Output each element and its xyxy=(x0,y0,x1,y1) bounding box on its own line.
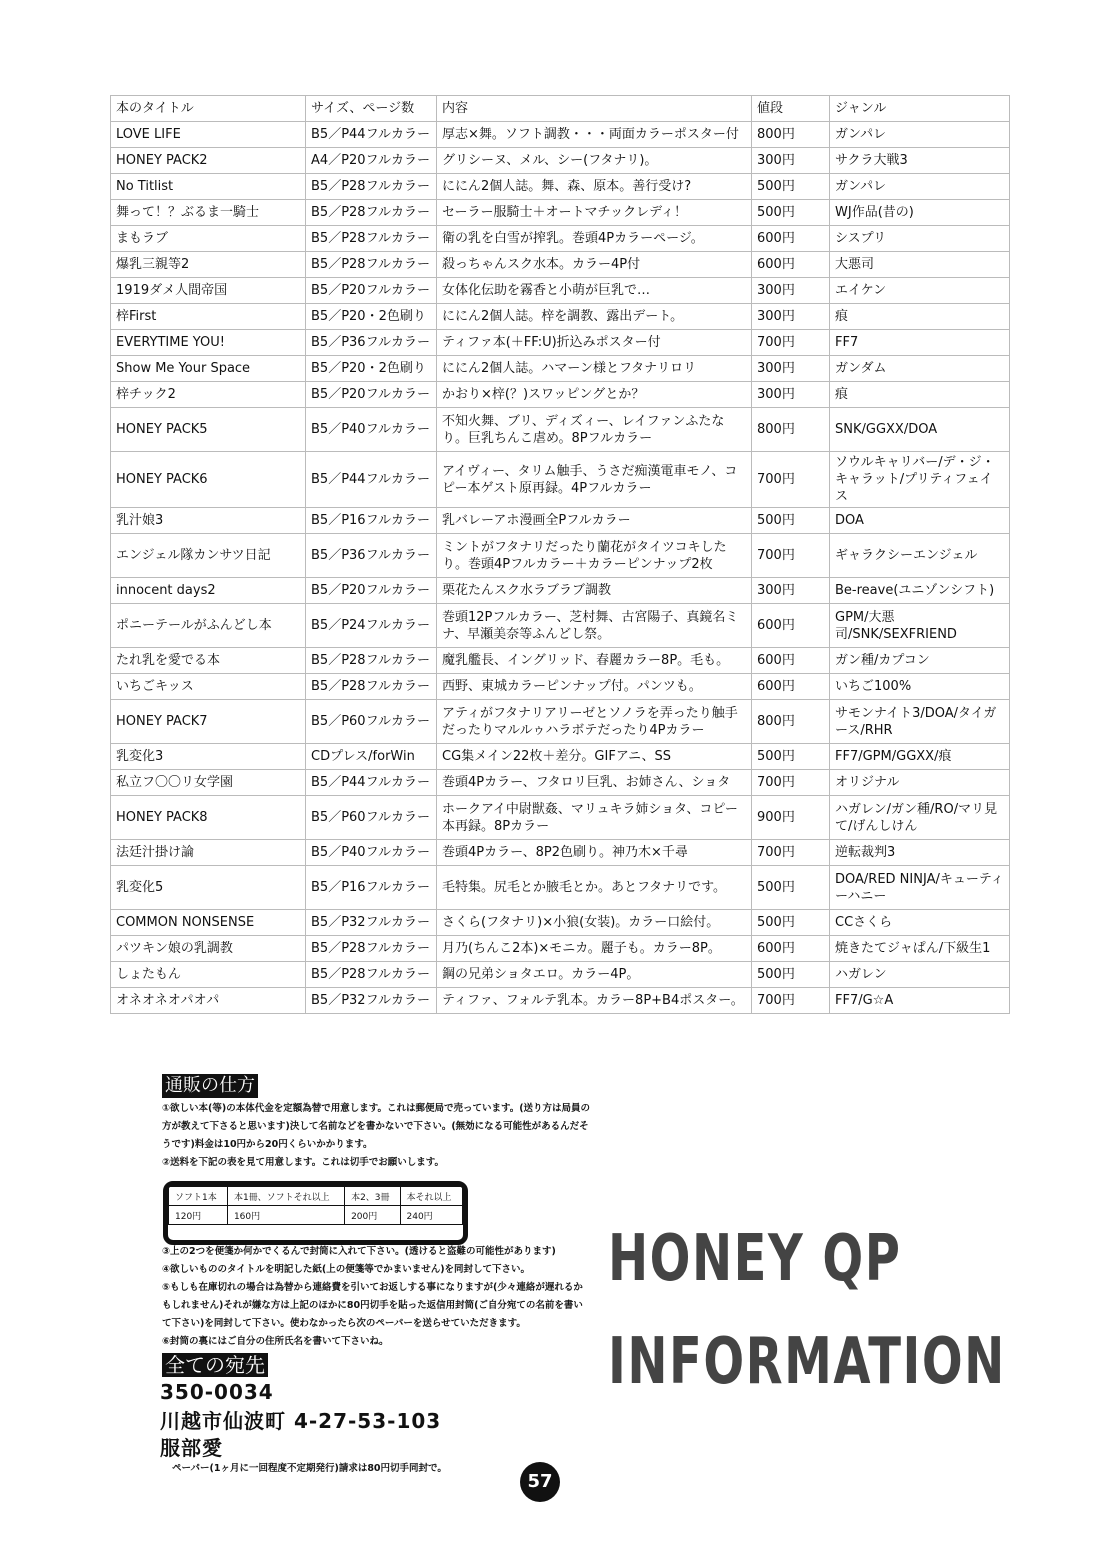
size-cell: B5／P36フルカラー xyxy=(306,330,437,356)
shipping-header: 本2、3冊 xyxy=(345,1187,400,1206)
table-row xyxy=(111,988,1010,1014)
price-cell: 600円 xyxy=(752,604,830,648)
column-header: 本のタイトル xyxy=(111,96,306,122)
price-cell: 600円 xyxy=(752,936,830,962)
order-steps-a xyxy=(162,1100,592,1172)
price-cell: 700円 xyxy=(752,840,830,866)
table-row xyxy=(111,604,1010,648)
table-row xyxy=(111,648,1010,674)
title-cell: HONEY PACK8 xyxy=(111,796,306,840)
catalog-table xyxy=(110,95,1010,1014)
size-cell: B5／P60フルカラー xyxy=(306,796,437,840)
title-cell: 1919ダメ人間帝国 xyxy=(111,278,306,304)
size-cell: B5／P28フルカラー xyxy=(306,174,437,200)
order-step: ④欲しいもののタイトルを明記した紙(上の便箋等でかまいません)を同封して下さい。 xyxy=(162,1264,531,1275)
size-cell: B5／P28フルカラー xyxy=(306,226,437,252)
price-cell: 300円 xyxy=(752,382,830,408)
price-cell: 700円 xyxy=(752,770,830,796)
content-cell: 殺っちゃんスク水本。カラー4P付 xyxy=(437,252,752,278)
content-cell: セーラー服騎士＋オートマチックレディ！ xyxy=(437,200,752,226)
genre-cell: SNK/GGXX/DOA xyxy=(830,408,1010,452)
size-cell: B5／P20フルカラー xyxy=(306,278,437,304)
order-step: ①欲しい本(等)の本体代金を定額為替で用意します。これは郵便局で売っています。(送り方は局員の方が教えて下さると思います)決して名前などを書かないで下さい。(無効になる可能性があるんだそうです)料金は10円から20円くらいかかります。 xyxy=(162,1103,591,1150)
content-cell: 巻頭4Pカラー、8P2色刷り。神乃木×千尋 xyxy=(437,840,752,866)
table-row xyxy=(111,226,1010,252)
table-row xyxy=(111,148,1010,174)
content-cell: アティがフタナリアリーゼとソノラを弄ったり触手だったりマルルゥハラボテだったり4Pカラー xyxy=(437,700,752,744)
genre-cell: ガン種/カプコン xyxy=(830,648,1010,674)
shipping-price: 120円 xyxy=(169,1206,228,1225)
content-cell: 西野、東城カラーピンナップ付。パンツも。 xyxy=(437,674,752,700)
content-cell: 月乃(ちんこ2本)×モニカ。麗子も。カラー8P。 xyxy=(437,936,752,962)
table-row xyxy=(111,910,1010,936)
title-line-1: HONEY QP xyxy=(608,1222,902,1296)
size-cell: B5／P28フルカラー xyxy=(306,200,437,226)
title-cell: 乳汁娘3 xyxy=(111,508,306,534)
genre-cell: 痕 xyxy=(830,382,1010,408)
content-cell: 鋼の兄弟ショタエロ。カラー4P。 xyxy=(437,962,752,988)
genre-cell: FF7 xyxy=(830,330,1010,356)
price-cell: 700円 xyxy=(752,452,830,508)
title-cell: 私立フ〇〇リ女学園 xyxy=(111,770,306,796)
price-cell: 300円 xyxy=(752,278,830,304)
price-cell: 800円 xyxy=(752,408,830,452)
content-cell: 魔乳艦長、イングリッド、春麗カラー8P。毛も。 xyxy=(437,648,752,674)
content-cell: ティファ本(＋FF:U)折込みポスター付 xyxy=(437,330,752,356)
size-cell: B5／P20フルカラー xyxy=(306,578,437,604)
price-cell: 300円 xyxy=(752,356,830,382)
size-cell: B5／P28フルカラー xyxy=(306,674,437,700)
title-cell: 乳変化3 xyxy=(111,744,306,770)
content-cell: さくら(フタナリ)×小狼(女装)。カラー口絵付。 xyxy=(437,910,752,936)
address-heading: 全ての宛先 xyxy=(162,1353,268,1377)
table-row xyxy=(111,330,1010,356)
genre-cell: オリジナル xyxy=(830,770,1010,796)
price-cell: 600円 xyxy=(752,648,830,674)
size-cell: CDプレス/forWin xyxy=(306,744,437,770)
genre-cell: ガンダム xyxy=(830,356,1010,382)
shipping-price: 240円 xyxy=(400,1206,463,1225)
table-row xyxy=(111,122,1010,148)
price-cell: 800円 xyxy=(752,700,830,744)
title-cell: HONEY PACK7 xyxy=(111,700,306,744)
price-cell: 500円 xyxy=(752,910,830,936)
table-row xyxy=(111,382,1010,408)
genre-cell: DOA xyxy=(830,508,1010,534)
title-cell: 梓First xyxy=(111,304,306,330)
title-cell: オネオネオパオパ xyxy=(111,988,306,1014)
title-cell: Show Me Your Space xyxy=(111,356,306,382)
title-cell: たれ乳を愛でる本 xyxy=(111,648,306,674)
price-cell: 500円 xyxy=(752,508,830,534)
shipping-table xyxy=(163,1181,468,1245)
title-cell: HONEY PACK6 xyxy=(111,452,306,508)
genre-cell: WJ作品(昔の) xyxy=(830,200,1010,226)
title-cell: HONEY PACK2 xyxy=(111,148,306,174)
size-cell: B5／P44フルカラー xyxy=(306,770,437,796)
table-row xyxy=(111,770,1010,796)
size-cell: B5／P36フルカラー xyxy=(306,534,437,578)
genre-cell: 焼きたてジャぱん/下級生1 xyxy=(830,936,1010,962)
column-header: ジャンル xyxy=(830,96,1010,122)
content-cell: 厚志×舞。ソフト調教・・・両面カラーポスター付 xyxy=(437,122,752,148)
title-cell: 舞って！？ぶるま一騎士 xyxy=(111,200,306,226)
size-cell: B5／P32フルカラー xyxy=(306,910,437,936)
genre-cell: FF7/GPM/GGXX/痕 xyxy=(830,744,1010,770)
size-cell: B5／P28フルカラー xyxy=(306,936,437,962)
column-header: サイズ、ページ数 xyxy=(306,96,437,122)
table-row xyxy=(111,796,1010,840)
page-number: 57 xyxy=(520,1462,560,1502)
table-row xyxy=(111,578,1010,604)
content-cell: 巻頭12Pフルカラー、芝村舞、古宮陽子、真鏡名ミナ、早瀬美奈等ふんどし祭。 xyxy=(437,604,752,648)
genre-cell: ガンパレ xyxy=(830,122,1010,148)
price-cell: 700円 xyxy=(752,534,830,578)
price-cell: 600円 xyxy=(752,226,830,252)
genre-cell: いちご100% xyxy=(830,674,1010,700)
content-cell: 毛特集。尻毛とか腋毛とか。あとフタナリです。 xyxy=(437,866,752,910)
table-row xyxy=(111,534,1010,578)
content-cell: ににん2個人誌。舞、森、原本。善行受け? xyxy=(437,174,752,200)
genre-cell: サクラ大戦3 xyxy=(830,148,1010,174)
shipping-header: 本それ以上 xyxy=(400,1187,463,1206)
size-cell: B5／P44フルカラー xyxy=(306,452,437,508)
price-cell: 500円 xyxy=(752,962,830,988)
order-heading: 通販の仕方 xyxy=(162,1074,258,1098)
order-step: ⑥封筒の裏にはご自分の住所氏名を書いて下さいね。 xyxy=(162,1336,389,1347)
size-cell: B5／P40フルカラー xyxy=(306,840,437,866)
title-line-2: INFORMATION xyxy=(608,1325,1006,1399)
title-cell: ポニーテールがふんどし本 xyxy=(111,604,306,648)
table-row xyxy=(111,700,1010,744)
genre-cell: エイケン xyxy=(830,278,1010,304)
genre-cell: 痕 xyxy=(830,304,1010,330)
table-row xyxy=(111,866,1010,910)
content-cell: グリシーヌ、メル、シー(フタナリ)。 xyxy=(437,148,752,174)
title-cell: 爆乳三親等2 xyxy=(111,252,306,278)
size-cell: B5／P40フルカラー xyxy=(306,408,437,452)
genre-cell: サモンナイト3/DOA/タイガース/RHR xyxy=(830,700,1010,744)
title-cell: いちごキッス xyxy=(111,674,306,700)
column-header: 値段 xyxy=(752,96,830,122)
content-cell: かおり×梓(？)スワッピングとか？ xyxy=(437,382,752,408)
title-cell: しょたもん xyxy=(111,962,306,988)
price-cell: 600円 xyxy=(752,674,830,700)
table-row xyxy=(111,744,1010,770)
content-cell: 乳バレーアホ漫画全Pフルカラー xyxy=(437,508,752,534)
table-row xyxy=(111,408,1010,452)
table-row xyxy=(111,840,1010,866)
order-step: ②送料を下記の表を見て用意します。これは切手でお願いします。 xyxy=(162,1157,445,1168)
price-cell: 800円 xyxy=(752,122,830,148)
genre-cell: シスプリ xyxy=(830,226,1010,252)
title-cell: EVERYTIME YOU! xyxy=(111,330,306,356)
table-row xyxy=(111,200,1010,226)
genre-cell: FF7/G☆A xyxy=(830,988,1010,1014)
content-cell: ホークアイ中尉獣姦、マリュキラ姉ショタ、コピー本再録。8Pカラー xyxy=(437,796,752,840)
size-cell: B5／P60フルカラー xyxy=(306,700,437,744)
genre-cell: Be-reave(ユニゾンシフト) xyxy=(830,578,1010,604)
price-cell: 700円 xyxy=(752,988,830,1014)
size-cell: B5／P32フルカラー xyxy=(306,988,437,1014)
table-row xyxy=(111,962,1010,988)
genre-cell: 逆転裁判3 xyxy=(830,840,1010,866)
street-address: 川越市仙波町 4-27-53-103 xyxy=(160,1409,442,1433)
genre-cell: ソウルキャリバー/デ・ジ・キャラット/プリティフェイス xyxy=(830,452,1010,508)
content-cell: ににん2個人誌。梓を調教、露出デート。 xyxy=(437,304,752,330)
table-header-row xyxy=(111,96,1010,122)
content-cell: 女体化伝助を霧香と小萌が巨乳で… xyxy=(437,278,752,304)
price-cell: 900円 xyxy=(752,796,830,840)
order-step: ③上の2つを便箋か何かでくるんで封筒に入れて下さい。(透けると盗難の可能性があります) xyxy=(162,1246,556,1257)
title-cell: HONEY PACK5 xyxy=(111,408,306,452)
postal-code: 350-0034 xyxy=(160,1380,274,1404)
title-cell: 乳変化5 xyxy=(111,866,306,910)
genre-cell: GPM/大悪司/SNK/SEXFRIEND xyxy=(830,604,1010,648)
content-cell: 巻頭4Pカラー、フタロリ巨乳、お姉さん、ショタ xyxy=(437,770,752,796)
price-cell: 500円 xyxy=(752,174,830,200)
table-row xyxy=(111,304,1010,330)
genre-cell: ハガレン/ガン種/RO/マリ見て/げんしけん xyxy=(830,796,1010,840)
title-cell: No Titlist xyxy=(111,174,306,200)
title-cell: パツキン娘の乳調教 xyxy=(111,936,306,962)
table-row xyxy=(111,174,1010,200)
order-step: ⑤もしも在庫切れの場合は為替から連絡費を引いてお返しする事になりますが(少々連絡が遅れるかもしれません)それが嫌な方は上記のほかに80円切手を貼った返信用封筒(ご自分宛ての名前を書いて下さい)を同封して下さい。使わなかったら次のペーパーを送らせていただきます。 xyxy=(162,1282,583,1329)
price-cell: 600円 xyxy=(752,252,830,278)
title-cell: 梓チック2 xyxy=(111,382,306,408)
content-cell: CG集メイン22枚＋差分。GIFアニ、SS xyxy=(437,744,752,770)
size-cell: B5／P44フルカラー xyxy=(306,122,437,148)
shipping-price: 160円 xyxy=(227,1206,344,1225)
size-cell: A4／P20フルカラー xyxy=(306,148,437,174)
table-row xyxy=(111,452,1010,508)
price-cell: 300円 xyxy=(752,304,830,330)
price-cell: 700円 xyxy=(752,330,830,356)
genre-cell: 大悪司 xyxy=(830,252,1010,278)
genre-cell: ガンパレ xyxy=(830,174,1010,200)
genre-cell: CCさくら xyxy=(830,910,1010,936)
price-cell: 300円 xyxy=(752,148,830,174)
table-row xyxy=(111,674,1010,700)
shipping-header: ソフト1本 xyxy=(169,1187,228,1206)
price-cell: 300円 xyxy=(752,578,830,604)
size-cell: B5／P28フルカラー xyxy=(306,648,437,674)
genre-cell: ギャラクシーエンジェル xyxy=(830,534,1010,578)
title-cell: 法廷汁掛け論 xyxy=(111,840,306,866)
genre-cell: ハガレン xyxy=(830,962,1010,988)
content-cell: 栗花たんスク水ラブラブ調教 xyxy=(437,578,752,604)
size-cell: B5／P28フルカラー xyxy=(306,252,437,278)
size-cell: B5／P20フルカラー xyxy=(306,382,437,408)
table-row xyxy=(111,278,1010,304)
shipping-header: 本1冊、ソフトそれ以上 xyxy=(227,1187,344,1206)
price-cell: 500円 xyxy=(752,866,830,910)
column-header: 内容 xyxy=(437,96,752,122)
size-cell: B5／P28フルカラー xyxy=(306,962,437,988)
size-cell: B5／P16フルカラー xyxy=(306,866,437,910)
table-row xyxy=(111,936,1010,962)
genre-cell: DOA/RED NINJA/キューティーハニー xyxy=(830,866,1010,910)
size-cell: B5／P16フルカラー xyxy=(306,508,437,534)
content-cell: 衛の乳を白雪が搾乳。巻頭4Pカラーページ。 xyxy=(437,226,752,252)
size-cell: B5／P24フルカラー xyxy=(306,604,437,648)
size-cell: B5／P20・2色刷り xyxy=(306,356,437,382)
order-steps-b xyxy=(162,1243,592,1351)
recipient-name: 服部愛 xyxy=(160,1436,223,1460)
shipping-price: 200円 xyxy=(345,1206,400,1225)
table-row xyxy=(111,508,1010,534)
title-cell: innocent days2 xyxy=(111,578,306,604)
content-cell: ににん2個人誌。ハマーン様とフタナリロリ xyxy=(437,356,752,382)
price-cell: 500円 xyxy=(752,200,830,226)
content-cell: ミントがフタナリだったり蘭花がタイツコキしたり。巻頭4Pフルカラー＋カラーピンナップ2枚 xyxy=(437,534,752,578)
title-cell: COMMON NONSENSE xyxy=(111,910,306,936)
price-cell: 500円 xyxy=(752,744,830,770)
content-cell: アイヴィー、タリム触手、うさだ痴漢電車モノ、コピー本ゲスト原再録。4Pフルカラー xyxy=(437,452,752,508)
content-cell: ティファ、フォルテ乳本。カラー8P+B4ポスター。 xyxy=(437,988,752,1014)
paper-note: ペーパー(1ヶ月に一回程度不定期発行)請求は80円切手同封で。 xyxy=(172,1463,447,1474)
table-row xyxy=(111,356,1010,382)
title-cell: LOVE LIFE xyxy=(111,122,306,148)
content-cell: 不知火舞、ブリ、ディズィー、レイファンふたなり。巨乳ちんこ虐め。8Pフルカラー xyxy=(437,408,752,452)
title-cell: まもラブ xyxy=(111,226,306,252)
size-cell: B5／P20・2色刷り xyxy=(306,304,437,330)
title-cell: エンジェル隊カンサツ日記 xyxy=(111,534,306,578)
table-row xyxy=(111,252,1010,278)
